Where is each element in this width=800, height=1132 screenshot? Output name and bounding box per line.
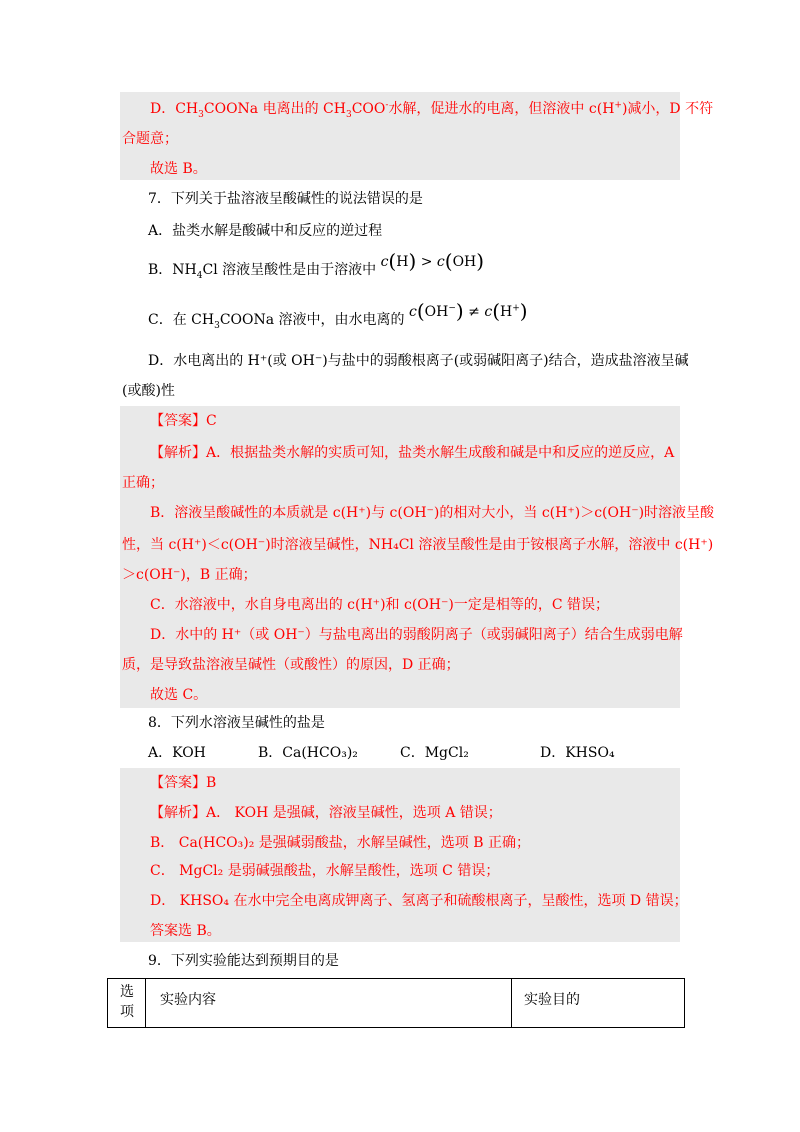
q8-answer-block — [120, 768, 680, 942]
table-header-option: 选 项 — [108, 979, 146, 1027]
q8-explanation-d: D． KHSO₄ 在水中完全电离成钾离子、氢离子和硫酸根离子，呈酸性，选项 D 错误； — [150, 893, 688, 909]
q7-option-c: C．在 $CH_3COONa$ 溶液中，由水电离的 c(OH−) ≠ c(H+) — [148, 299, 528, 331]
q8-option-b: B．Ca(HCO₃)₂ — [258, 745, 358, 761]
table-header-purpose: 实验目的 — [524, 992, 580, 1008]
q8-explanation-c: C． MgCl₂ 是弱碱强酸盐，水解呈酸性，选项 C 错误； — [150, 863, 500, 879]
q7-option-b: B．$NH_4Cl$ 溶液呈酸性是由于溶液中 c(H) > c(OH) — [148, 249, 485, 281]
q7-explanation-d-cont: 质，是导致盐溶液呈碱性（或酸性）的原因，D 正确； — [122, 657, 460, 673]
q7-explanation-b-cont2: ＞c(OH⁻)，B 正确； — [122, 567, 257, 583]
q6-conclusion: 故选 B。 — [150, 161, 207, 177]
q8-answer: 【答案】B — [150, 775, 217, 791]
q7-explanation-b-cont: 性，当 c(H⁺)＜c(OH⁻)时溶液呈碱性，NH₄Cl 溶液呈酸性是由于铵根离子水解，溶液中 c(H⁺) — [122, 537, 714, 553]
q7-option-a: A．盐类水解是酸碱中和反应的逆过程 — [148, 223, 383, 239]
q9-table — [107, 978, 685, 1028]
q7-option-d-cont: (或酸)性 — [122, 383, 175, 399]
q7-conclusion: 故选 C。 — [150, 687, 208, 703]
q7-answer: 【答案】C — [150, 413, 217, 429]
q7-explanation-b: B．溶液呈酸碱性的本质就是 c(H⁺)与 c(OH⁻)的相对大小，当 c(H⁺)＞c(OH⁻)时溶液呈酸 — [150, 505, 715, 521]
q6-option-d-explanation: D．$CH_3COONa$ 电离出的 $CH_3COO^-$水解，促进水的电离，但溶液中 c(H+)减小，D 不符 — [150, 100, 714, 120]
q7-explanation-d: D．水中的 H⁺（或 OH⁻）与盐电离出的弱酸阴离子（或弱碱阳离子）结合生成弱电解 — [150, 627, 683, 643]
table-header-content: 实验内容 — [146, 979, 512, 1027]
q7-explanation-a-cont: 正确； — [122, 475, 164, 491]
q7-explanation-a: 【解析】A．根据盐类水解的实质可知，盐类水解生成酸和碱是中和反应的逆反应，A — [150, 445, 675, 461]
q7-stem: 7．下列关于盐溶液呈酸碱性的说法错误的是 — [148, 191, 423, 207]
q7-explanation-c: C．水溶液中，水自身电离出的 c(H⁺)和 c(OH⁻)一定是相等的，C 错误； — [150, 597, 609, 613]
q6-option-d-explanation-cont: 合题意； — [122, 131, 178, 147]
q8-option-a: A．KOH — [148, 745, 206, 761]
q8-conclusion: 答案选 B。 — [150, 923, 221, 939]
q8-option-d: D．KHSO₄ — [540, 745, 615, 761]
q8-option-c: C．MgCl₂ — [400, 745, 469, 761]
q8-explanation-a: 【解析】A． KOH 是强碱，溶液呈碱性，选项 A 错误； — [150, 805, 502, 821]
q7-option-c-formula: c(OH−) ≠ c(H+) — [409, 299, 528, 323]
q8-stem: 8．下列水溶液呈碱性的盐是 — [148, 715, 325, 731]
q7-option-d: D．水电离出的 H⁺(或 OH⁻)与盐中的弱酸根离子(或弱碱阳离子)结合，造成盐溶液呈碱 — [148, 353, 689, 369]
q9-stem: 9．下列实验能达到预期目的是 — [148, 953, 339, 969]
q7-option-b-formula: c(H) > c(OH) — [380, 249, 485, 273]
q8-explanation-b: B． Ca(HCO₃)₂ 是强碱弱酸盐，水解呈碱性，选项 B 正确； — [150, 835, 530, 851]
